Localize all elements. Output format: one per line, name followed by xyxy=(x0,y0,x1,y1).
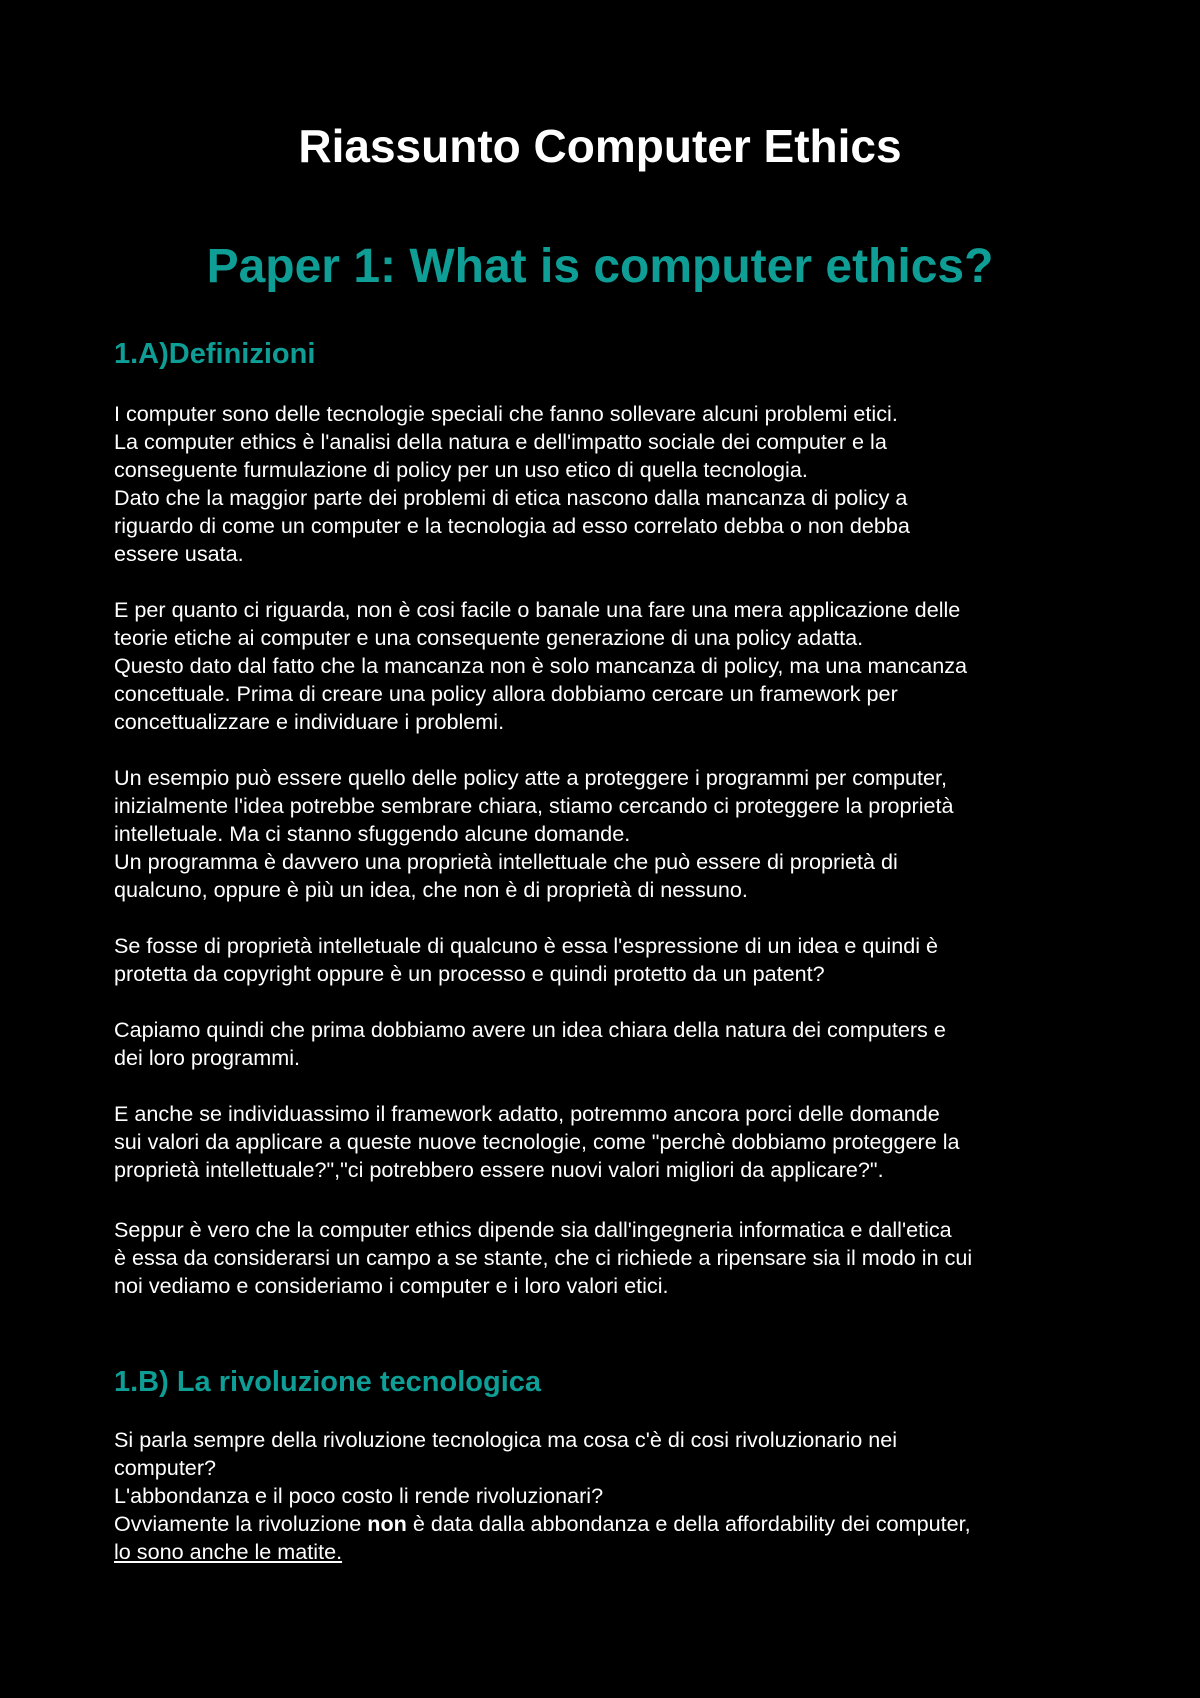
text-line-emphasis xyxy=(114,1510,1104,1538)
text-line: concettuale. Prima di creare una policy allora dobbiamo cercare un framework per xyxy=(114,681,898,706)
paragraph xyxy=(114,764,1104,904)
text-line: L'abbondanza e il poco costo li rende rivoluzionari? xyxy=(114,1483,604,1508)
text-line: Seppur è vero che la computer ethics dipende sia dall'ingegneria informatica e dall'etica xyxy=(114,1217,952,1242)
text-line: E anche se individuassimo il framework adatto, potremmo ancora porci delle domande xyxy=(114,1101,940,1126)
text-line: Capiamo quindi che prima dobbiamo avere un idea chiara della natura dei computers e xyxy=(114,1017,946,1042)
underlined-line: lo sono anche le matite. xyxy=(114,1539,343,1564)
text-segment: Ovviamente la rivoluzione xyxy=(114,1511,368,1536)
paper-title: Paper 1: What is computer ethics? xyxy=(206,240,994,293)
text-line: concettualizzare e individuare i problemi. xyxy=(114,709,505,734)
paragraph xyxy=(114,1426,1104,1566)
text-segment: è data dalla abbondanza e della affordability dei computer, xyxy=(406,1511,971,1536)
text-line: E per quanto ci riguarda, non è cosi facile o banale una fare una mera applicazione delle xyxy=(114,597,961,622)
text-line: qualcuno, oppure è più un idea, che non è di proprietà di nessuno. xyxy=(114,877,748,902)
text-line: Questo dato dal fatto che la mancanza non è solo mancanza di policy, ma una mancanza xyxy=(114,653,968,678)
text-line: dei loro programmi. xyxy=(114,1045,301,1070)
paragraph xyxy=(114,596,1104,736)
text-line: conseguente furmulazione di policy per un uso etico di quella tecnologia. xyxy=(114,457,808,482)
bold-word: non xyxy=(367,1511,407,1536)
text-line: I computer sono delle tecnologie speciali che fanno sollevare alcuni problemi etici. xyxy=(114,401,898,426)
text-line: è essa da considerarsi un campo a se stante, che ci richiede a ripensare sia il modo in cui xyxy=(114,1245,973,1270)
text-line: computer? xyxy=(114,1455,217,1480)
text-line: proprietà intellettuale?","ci potrebbero essere nuovi valori migliori da applicare?". xyxy=(114,1157,884,1182)
paragraph xyxy=(114,932,1104,988)
text-line: teorie etiche ai computer e una consequente generazione di una policy adatta. xyxy=(114,625,864,650)
text-line: Dato che la maggior parte dei problemi di etica nascono dalla mancanza di policy a xyxy=(114,485,908,510)
text-line: intelletuale. Ma ci stanno sfuggendo alcune domande. xyxy=(114,821,631,846)
text-line: noi vediamo e consideriamo i computer e i loro valori etici. xyxy=(114,1273,669,1298)
section-heading-rivoluzione: 1.B) La rivoluzione tecnologica xyxy=(114,1366,542,1398)
text-line: Si parla sempre della rivoluzione tecnologica ma cosa c'è di cosi rivoluzionario nei xyxy=(114,1427,898,1452)
text-line: Se fosse di proprietà intelletuale di qualcuno è essa l'espressione di un idea e quindi è xyxy=(114,933,939,958)
paragraph xyxy=(114,1216,1104,1300)
text-line: essere usata. xyxy=(114,541,244,566)
paragraph xyxy=(114,1016,1104,1072)
text-line: Un esempio può essere quello delle policy atte a proteggere i programmi per computer, xyxy=(114,765,948,790)
text-line: Un programma è davvero una proprietà intellettuale che può essere di proprietà di xyxy=(114,849,898,874)
text-line: protetta da copyright oppure è un processo e quindi protetto da un patent? xyxy=(114,961,825,986)
text-line: La computer ethics è l'analisi della natura e dell'impatto sociale dei computer e la xyxy=(114,429,887,454)
text-line: sui valori da applicare a queste nuove tecnologie, come "perchè dobbiamo proteggere la xyxy=(114,1129,960,1154)
text-line: inizialmente l'idea potrebbe sembrare chiara, stiamo cercando ci proteggere la proprietà xyxy=(114,793,954,818)
paragraph xyxy=(114,1100,1104,1184)
text-line: riguardo di come un computer e la tecnologia ad esso correlato debba o non debba xyxy=(114,513,910,538)
section-heading-definizioni: 1.A)Definizioni xyxy=(114,338,316,370)
paragraph xyxy=(114,400,1104,568)
document-title: Riassunto Computer Ethics xyxy=(298,120,902,172)
